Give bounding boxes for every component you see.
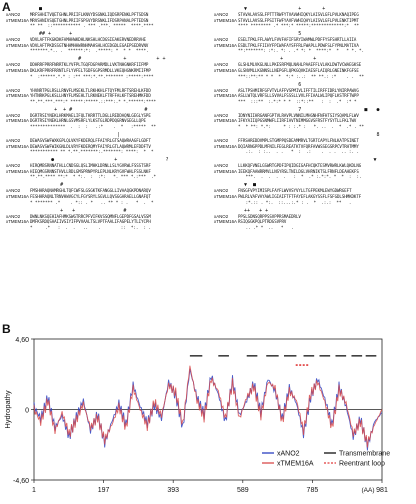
alignment-markers: 6 — [238, 81, 386, 88]
alignment-block — [214, 56, 416, 78]
sequence-label: xANO2 — [6, 37, 21, 43]
alignment-block — [214, 132, 416, 154]
sequence-label: xTMEM16A — [214, 67, 237, 73]
sequence-label: xANO2 — [214, 87, 229, 93]
conservation-line: ***::**:** * * * *:* :..: ** **.: :* . . ** — [238, 73, 365, 79]
alignment-markers: ■ — [30, 6, 190, 12]
alignment-block — [6, 31, 210, 53]
sequence-text: RSIQGGKPQLPTRDGSVPRV — [238, 219, 287, 225]
legend-entry: xTMEM16A — [277, 460, 314, 468]
x-tick-label: 1 — [32, 487, 36, 494]
sequence-text: GLSNVMLLKGNNSLLNEPGFLQPKGQVKIAESFLAIQRLGNEINKFGFSE — [238, 67, 359, 73]
alignment-block — [214, 6, 416, 28]
conservation-line: .:. : :.. . . * : .: . . . .. :. . — [238, 149, 362, 155]
sequence-text: ASLLWTQLVRFSLLSVVALFSSSLLVVLFFIAALWLIPQFLKSTRFTWPP — [238, 93, 359, 99]
sequence-label: xTMEM16A — [214, 118, 237, 124]
sequence-label: xTMEM16A — [214, 42, 237, 48]
conservation-line: ***. . . . . : * .* :.*:*. * * : :. — [238, 174, 365, 180]
x-tick-label: 589 — [236, 487, 249, 494]
conservation-line: *** :::** :.*:* * * ::*::** : : .* :* * — [238, 98, 365, 104]
alignment-row-xtmem16a — [214, 68, 416, 74]
sequence-label: xANO2 — [214, 137, 229, 143]
x-tick-label: 785 — [306, 487, 319, 494]
alignment-markers: + + — [238, 56, 386, 63]
legend-entry: Reentrant loop — [339, 460, 385, 468]
alignment-block — [214, 208, 416, 230]
alignment-block — [214, 107, 416, 129]
sequence-text: LLKKQFVNELGSWRTGPDFIPQIDGIGAFHCQKTESMVRWRLKWLQKDLNG — [238, 163, 362, 169]
alignment-block — [214, 157, 416, 179]
sequence-label: xANO2 — [214, 12, 229, 17]
alignment-markers: | — [30, 131, 178, 138]
alignment-row-xtmem16a — [6, 219, 210, 225]
sequence-label: xTMEM16A — [6, 143, 29, 149]
alignment-block — [6, 107, 210, 129]
series-line — [34, 366, 382, 448]
alignment-markers: ▼ ■ — [238, 182, 386, 189]
conservation-line: **** ******** .* ***:* *****:*************:* ** — [238, 23, 365, 29]
alignment-block — [6, 82, 210, 104]
sequence-text: DQIARNGPPDLMFNILFEGLREATKTVFQRFAVWSSEGSRPCVTRHTMMY — [238, 143, 359, 149]
alignment-row-xtmem16a — [214, 93, 416, 99]
alignment-markers: 5 — [238, 31, 383, 38]
sequence-label: xTMEM16A — [214, 93, 237, 99]
legend-entry: xANO2 — [277, 450, 300, 458]
alignment-block — [6, 132, 210, 154]
x-tick-label: 393 — [167, 487, 180, 494]
sequence-label: xANO2 — [6, 163, 21, 169]
conservation-line: *********** ** *.**.*******:.*******: ****: * * — [30, 149, 157, 155]
conservation-line: :*.:: . *:. ::...:.* : . * .:.: ** . — [238, 199, 362, 205]
sequence-label: xTMEM16A — [6, 17, 29, 23]
alignment-left-column — [6, 6, 210, 233]
sequence-text: MRFSHHITVQETGHNLPRIIFLKNVYDSGNKLIQDSRPENKLPFTSDSN — [30, 12, 149, 17]
sequence-text: YHTNRKPGLKSLLHNYFLMSEHLTLRKNEKLFTRFFALKFTSREHMKFDD — [30, 93, 151, 99]
sequence-label: xANO2 — [6, 137, 21, 143]
sequence-text: MRVSHNIVSQETGHNLPRIIFSPSVYDRSNKLIFDSRPANALPFTEDSN — [30, 17, 149, 23]
sequence-text: VDVLAFTPKDSSGTNHHMHHWRNHMAHSHLHCEDGDLEGAEPSEDRVNV — [30, 42, 149, 48]
conservation-line: * .* : . . .. . :: *:. : . — [30, 224, 157, 230]
sequence-text: DGRTRSIYNEKLHRKMAELIFQLTKRRTTLDGLLREDDAQNLGEGLYSPE — [30, 112, 151, 118]
alignment-markers: 8 — [238, 131, 386, 138]
sequence-label: xANO2 — [6, 87, 21, 93]
conservation-line: * ******* .* . *:: . * .. ** * : . * . * — [30, 199, 157, 205]
sequence-text: DDHRRFPRRFNRRTKLYVFPLTGQFDGPARMDLLVKTNHGNKRFIIFMP — [30, 62, 149, 68]
sequence-text: GLSHLMLVKGLNLLPKESRFMQLNAHLPAAEFFLVLAKLDWTVCWAEGKSE — [238, 62, 362, 68]
sequence-label: xTMEM16A — [6, 118, 29, 124]
sequence-text: DMFKSRDQSAAIIVSIYIFPVVAALTSLVPTFAALIFAGPELYTLIYCPH — [30, 219, 151, 225]
sequence-label: xTMEM16A — [6, 42, 29, 48]
alignment-row-xtmem16a — [6, 194, 210, 200]
conservation-line: **:*******: :*:. *: . .* *: * ****:* * * *. *. — [238, 48, 365, 54]
alignment-block — [6, 182, 210, 204]
sequence-text: IEEKQFAAWRRMVLLNSYRSLTNILDGLVHRNIKTSLFRNFLDEAHEKFS — [238, 168, 359, 174]
conservation-line: .. .* * .. * . — [238, 224, 299, 230]
sequence-text: DWNLNKSQEHIAFHMKSWGTRRCPFVIFKVSSQMNFLGEPDFGSALVSSM — [30, 213, 151, 219]
sequence-label: xTMEM16A — [214, 143, 237, 149]
y-tick-label: 0 — [25, 407, 29, 415]
sequence-label: xTMEM16A — [6, 93, 29, 99]
sequence-text: STAVALAVSSLFPTTTRWFYTVAVWHIQKYLAISVLGFLPVLKNAQIPEG — [238, 12, 359, 17]
alignment-block — [214, 31, 416, 53]
sequence-text: PWLRLVAFVAYAWLIGIAIFTFTFAYEFLAKGYSSFLFSFGDLSHMKDKTF — [238, 193, 362, 199]
sequence-text: VDVLAFTFKGKDKFAMHHWKDHLNKSHLHCDGSIEAKERVNEDRRVHE — [30, 37, 146, 43]
alignment-markers: ++ + + — [238, 207, 386, 214]
alignment-row-xtmem16a — [214, 194, 416, 200]
sequence-text: STAVLLAVSSLFPSITFWFYAVFVWHIQHYLAISVLGFLPVLENKTIPMT — [238, 17, 359, 23]
sequence-text: ESELTPKLFFLAWYLFVVFAFIFSRYIWAMWLPDFFYSFSHRTLLAIIA — [238, 37, 357, 43]
alignment-right-column — [214, 6, 416, 233]
sequence-text: DEWASVSWFWIKGNLDLVRYFKDERQMYFAIYRLGTLAQWRMLEFDDFTV — [30, 143, 151, 149]
sequence-text: FMSHHRAQNAMRGHLTQFCWFSLGSGKTKFANGGLLIVAAQGKPDNARQV — [30, 188, 151, 194]
sequence-label: xTMEM16A — [214, 193, 237, 199]
sequence-label: xTMEM16A — [214, 17, 237, 23]
alignment-markers: ● + ? — [30, 157, 178, 164]
hydropathy-chart-svg — [0, 325, 416, 500]
sequence-label: xANO2 — [214, 213, 229, 219]
alignment-block — [6, 56, 210, 78]
sequence-text: FESHHRAQNLTRNVHWVGCYLFGYSRYLSGVLLQVSGGARAELLGNAFQT — [30, 193, 151, 199]
x-tick-label: 197 — [97, 487, 110, 494]
alignment-markers: 7 ■ ● — [238, 106, 389, 113]
y-axis-label: Hydropathy — [3, 390, 12, 429]
sequence-text: DGRTRSIYNEKLHRNLGSVMSRFLYLKSTGLRDPDQGRNVGEGLLQPE — [30, 118, 146, 124]
alignment-block — [6, 208, 210, 230]
sequence-label: xANO2 — [214, 62, 229, 68]
sequence-text: IFKYAIIQPGSNMWFLIIRFIAVTNIMMGGVSFRSTFYSYTLLFKLTWV — [238, 118, 357, 124]
sequence-label: xTMEM16A — [6, 67, 29, 73]
sequence-label: xANO2 — [214, 37, 229, 43]
sequence-text: PPSLSDNSQRPPSSVPPRSMAEDRLV — [238, 213, 301, 219]
alignment-block — [6, 6, 210, 28]
panel-a-label: A — [2, 0, 11, 14]
alignment-row-xtmem16a — [6, 68, 210, 74]
sequence-label: xANO2 — [6, 112, 21, 118]
alignment-markers: + + # — [30, 207, 178, 214]
alignment-row-xtmem16a — [6, 93, 210, 99]
sequence-label: xTMEM16A — [214, 219, 237, 225]
sequence-text: FFRSHREDDVMPLSTGMPPQSDEAMMRVLTGRTCAPYLFNLKATPSINET — [238, 137, 359, 143]
sequence-text: HIEQMGSRNNSTHVLLRDLGMSPRNPYRLEPLNLKRYGVFWHLFSSLNKF — [30, 168, 151, 174]
sequence-text: ASLTPSHMIRFGFVTVLAFFVSPMIVLIFFTILIRFFIDRLYNIRPAWVG — [238, 87, 359, 93]
alignment-block — [6, 157, 210, 179]
sequence-label: xTMEM16A — [6, 219, 29, 225]
sequence-label: xANO2 — [6, 213, 21, 219]
sequence-label: xANO2 — [6, 62, 21, 68]
conservation-line: ** ** ::*********** . *** .***. ***** ****.**** — [30, 23, 154, 29]
sequence-text: YHVNRTPGLRSLLRNVFLMSEKLTLRKHKHLFTQYFMLRFTSREHLKFDD — [30, 87, 151, 93]
sequence-label: xANO2 — [6, 188, 21, 194]
sequence-label: xANO2 — [214, 163, 229, 169]
sequence-text: IDNYNIIHRGANFGPTVLRAVPLVNNILMHGNHFNFHTSIYSQAMLFLWV — [238, 112, 359, 118]
y-tick-label: -4,60 — [13, 478, 29, 485]
sequence-label: xTMEM16A — [214, 168, 237, 174]
sequence-text: DEWASVSWFWXKGPLQLVKYFKDERQLFFAIYRLGTSAQWRAAGFLGDFT — [30, 137, 151, 143]
legend-entry: Transmembrane — [339, 450, 391, 458]
alignment-markers: # — [30, 182, 178, 189]
alignment-markers: ## + + — [30, 31, 178, 38]
y-tick-label: 4,60 — [15, 337, 29, 344]
alignment-block — [214, 182, 416, 204]
sequence-text: HIRQMBSRNNATHLLCNDSGLQSLIMHKLDRNLLSLYGVRWLFSSSTSRF — [30, 163, 151, 169]
x-tick-label: 981 — [376, 487, 388, 494]
alignment-markers: ▼ + + — [238, 6, 386, 12]
conservation-line: **.**.**** **:* * *:. : :*: *. *** *.:*** .* — [30, 174, 157, 180]
sequence-text: ESDLTPKLFFIIHYFPIWAFAYSFFRLFWAPLLPDWFSLFYPNLMATIVA — [238, 42, 359, 48]
hydropathy-chart — [0, 325, 416, 500]
conservation-line: *******.*.. . ******:*: .*****: * * * ****. — [30, 48, 152, 54]
alignment-row-xtmem16a — [214, 219, 416, 225]
alignment-markers: ▼ — [238, 157, 386, 164]
sequence-text: FNSGFVPYIMISPLFAYFLWVVSYVYLLTGFPEKMLEWYGDWRGEFT — [238, 188, 352, 194]
alignment-markers: + + # # — [30, 106, 181, 113]
conservation-line: * :******.*.* : :** ***:*.**.******* :*****:**** — [30, 73, 154, 79]
conservation-line: **.**.***.***:* *****:*****.::***:.* *.******:**** — [30, 98, 157, 104]
sequence-label: xANO2 — [214, 188, 229, 194]
conservation-line: * * **: *.*: * : :.* : *. .. . * .* . ** — [238, 123, 365, 129]
alignment-block — [214, 82, 416, 104]
sequence-label: xTMEM16A — [6, 193, 29, 199]
x-axis-label: (AA) — [361, 487, 375, 494]
sequence-text: DKLKRFPRRFRRNTLFLYVFELTGDFGGPSRMDLLVKEQHGNKRMIIFMP — [30, 67, 151, 73]
panel-b-label: B — [2, 322, 11, 336]
alignment-markers: # + + + — [30, 56, 178, 63]
conservation-line: ************** . : : .:* . * :***** ** — [30, 123, 157, 129]
sequence-label: xANO2 — [6, 12, 21, 17]
sequence-label: xANO2 — [214, 112, 229, 118]
sequence-label: xTMEM16A — [6, 168, 29, 174]
